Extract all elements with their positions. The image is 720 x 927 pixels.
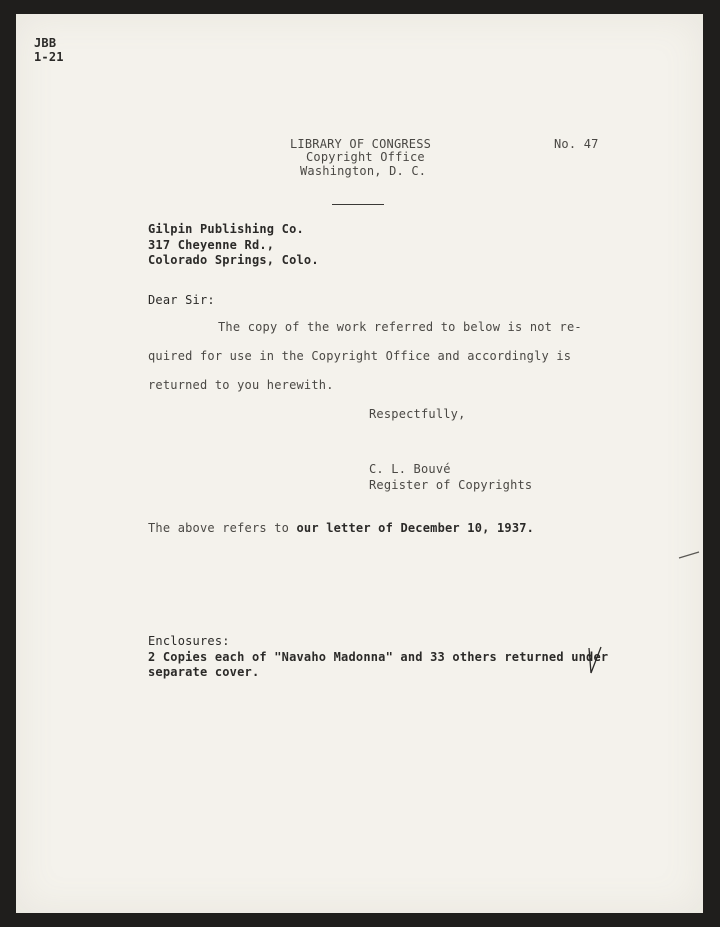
body-line-1: The copy of the work referred to below is not re- bbox=[218, 320, 582, 334]
enclosures-line-2: separate cover. bbox=[148, 665, 260, 679]
corner-initials: JBB bbox=[34, 36, 57, 50]
enclosures-line-1: 2 Copies each of "Navaho Madonna" and 33 others returned under bbox=[148, 650, 609, 664]
addressee-city: Colorado Springs, Colo. bbox=[148, 253, 319, 267]
enclosures-label: Enclosures: bbox=[148, 634, 230, 648]
addressee-street: 317 Cheyenne Rd., bbox=[148, 238, 275, 252]
letterhead-institution: LIBRARY OF CONGRESS bbox=[290, 137, 432, 151]
body-line-2: quired for use in the Copyright Office and accordingly is bbox=[148, 349, 572, 363]
reference-prefix: The above refers to bbox=[148, 521, 297, 535]
letterhead-office: Copyright Office bbox=[306, 150, 425, 164]
letterhead-divider bbox=[332, 204, 384, 205]
signature-title: Register of Copyrights bbox=[369, 478, 533, 492]
signature-name: C. L. Bouvé bbox=[369, 462, 451, 476]
closing: Respectfully, bbox=[369, 407, 466, 421]
check-mark-icon bbox=[586, 645, 604, 677]
reference-line bbox=[148, 520, 534, 536]
letterhead-city: Washington, D. C. bbox=[300, 164, 427, 178]
reference-date: our letter of December 10, 1937. bbox=[296, 521, 535, 535]
corner-code: 1-21 bbox=[34, 50, 64, 64]
letter-number: No. 47 bbox=[554, 137, 599, 151]
body-line-3: returned to you herewith. bbox=[148, 378, 334, 392]
pencil-mark-icon bbox=[678, 550, 700, 560]
salutation: Dear Sir: bbox=[148, 293, 215, 307]
addressee-name: Gilpin Publishing Co. bbox=[148, 222, 304, 236]
